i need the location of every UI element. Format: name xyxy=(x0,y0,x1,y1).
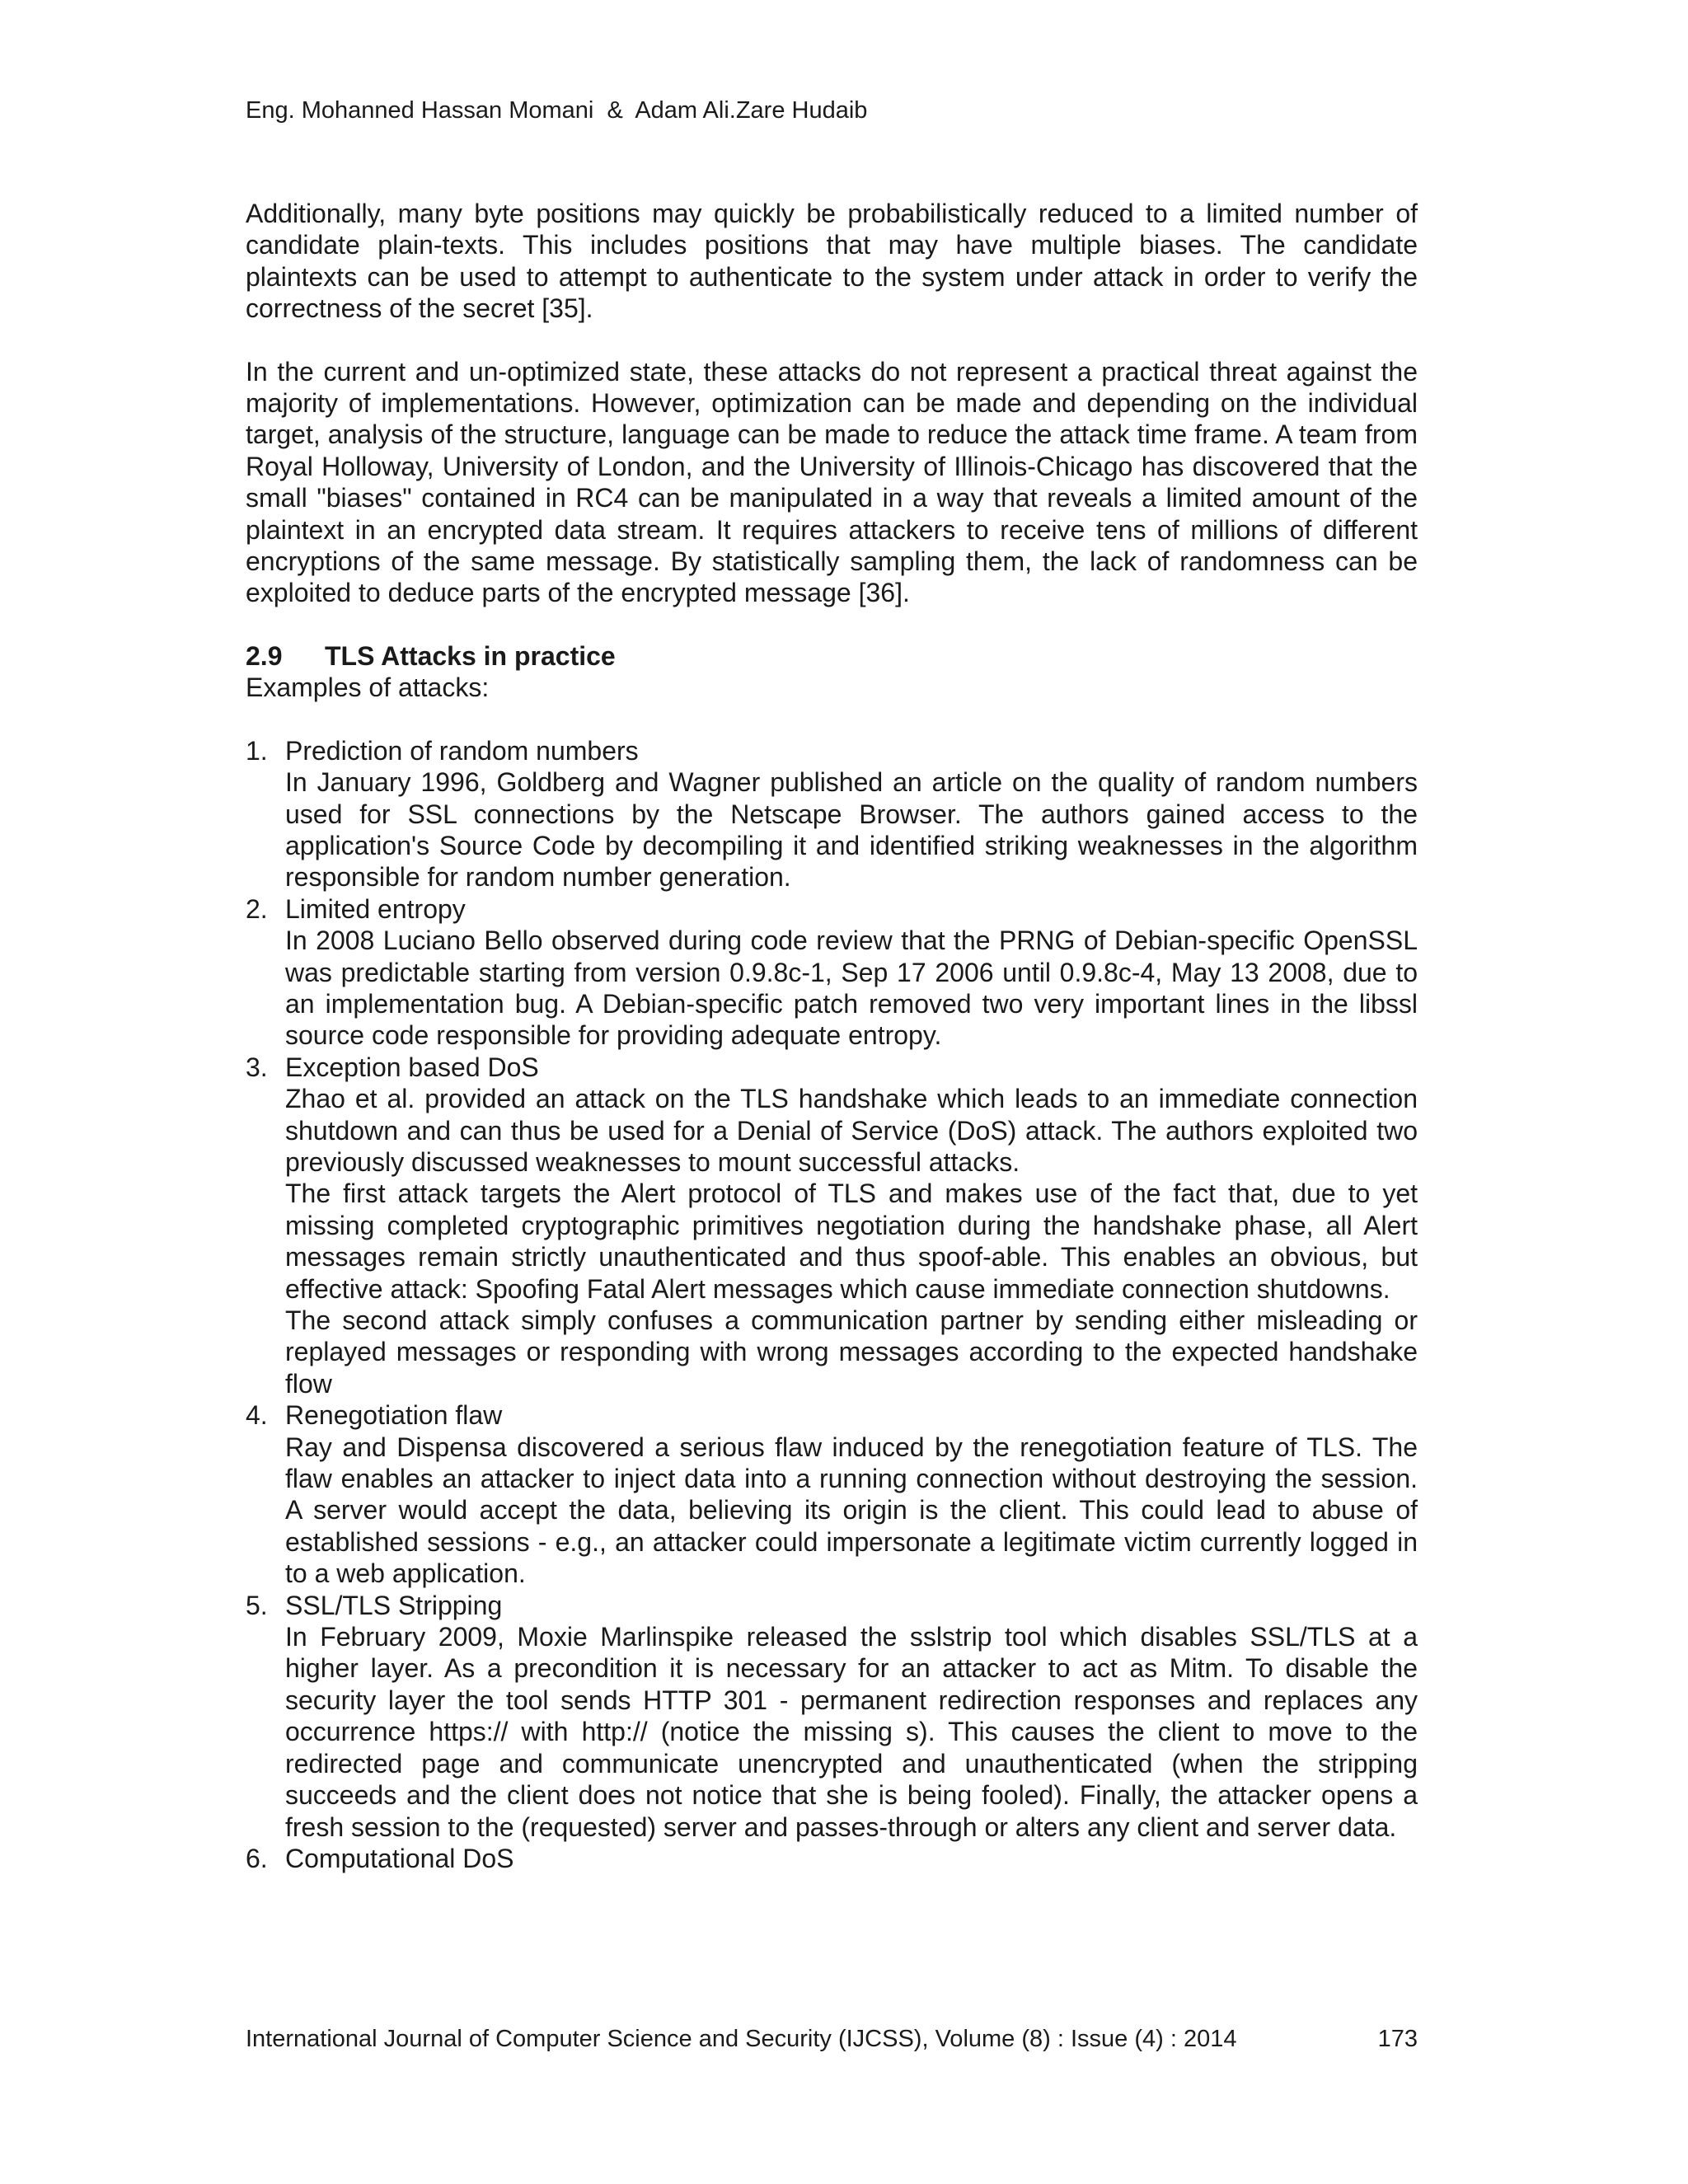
list-marker: 3. xyxy=(246,1052,268,1082)
list-item-paragraph: The second attack simply confuses a communication partner by sending either misleading or replayed messages or responding with wrong messages according to the expected handshake flow xyxy=(285,1305,1418,1399)
attack-list xyxy=(246,735,1418,1875)
page-body xyxy=(246,198,1418,1874)
list-marker: 4. xyxy=(246,1400,268,1431)
list-item xyxy=(246,1052,1418,1399)
list-marker: 6. xyxy=(246,1843,268,1873)
list-item-paragraph: In February 2009, Moxie Marlinspike released the sslstrip tool which disables SSL/TLS at a higher layer. As a precondition it is necessary for an attacker to act as Mitm. To disable the security layer the tool sends HTTP 301 - permanent redirection responses and replaces any occurrence https:// with http:// (notice the missing s). This causes the client to move to the redirected page and communicate unencrypted and unauthenticated (when the stripping succeeds and the client does not notice that she is being fooled). Finally, the attacker opens a fresh session to the (requested) server and passes-through or alters any client and server data. xyxy=(285,1622,1418,1842)
running-header-authors: Eng. Mohanned Hassan Momani & Adam Ali.Zare Hudaib xyxy=(246,97,868,124)
page-footer xyxy=(246,2024,1418,2054)
paragraph-2: In the current and un-optimized state, these attacks do not represent a practical threat against the majority of implementations. However, optimization can be made and depending on the individual target, analysis of the structure, language can be made to reduce the attack time frame. A team from Royal Holloway, University of London, and the University of Illinois-Chicago has discovered that the small "biases" contained in RC4 can be manipulated in a way that reveals a limited amount of the plaintext in an encrypted data stream. It requires attackers to receive tens of millions of different encryptions of the same message. By statistically sampling them, the lack of randomness can be exploited to deduce parts of the encrypted message [36]. xyxy=(246,356,1418,608)
section-title: TLS Attacks in practice xyxy=(325,640,616,671)
list-item-paragraph: Ray and Dispensa discovered a serious flaw induced by the renegotiation feature of TLS. The flaw enables an attacker to inject data into a running connection without destroying the session. A server would accept the data, believing its origin is the client. This could lead to abuse of established sessions - e.g., an attacker could impersonate a legitimate victim currently logged in to a web application. xyxy=(285,1432,1418,1589)
list-item-paragraph: Zhao et al. provided an attack on the TLS handshake which leads to an immediate connection shutdown and can thus be used for a Denial of Service (DoS) attack. The authors exploited two previously discussed weaknesses to mount successful attacks. xyxy=(285,1084,1418,1177)
list-marker: 2. xyxy=(246,893,268,924)
list-item-title: Renegotiation flaw xyxy=(285,1400,503,1431)
section-heading xyxy=(246,640,1418,672)
list-item-paragraph: The first attack targets the Alert protocol of TLS and makes use of the fact that, due to yet missing completed cryptographic primitives negotiation during the handshake phase, all Alert messages remain strictly unauthenticated and thus spoof-able. This enables an obvious, but effective attack: Spoofing Fatal Alert messages which cause immediate connection shutdowns. xyxy=(285,1179,1418,1304)
list-item-paragraph: In 2008 Luciano Bello observed during code review that the PRNG of Debian-specific OpenSSL was predictable starting from version 0.9.8c-1, Sep 17 2006 until 0.9.8c-4, May 13 2008, due to an implementation bug. A Debian-specific patch removed two very important lines in the libssl source code responsible for providing adequate entropy. xyxy=(285,926,1418,1051)
paragraph-1: Additionally, many byte positions may quickly be probabilistically reduced to a limited number of candidate plain-texts. This includes positions that may have multiple biases. The candidate plaintexts can be used to attempt to authenticate to the system under attack in order to verify the correctness of the secret [35]. xyxy=(246,199,1418,324)
list-marker: 5. xyxy=(246,1590,268,1620)
list-item xyxy=(246,1399,1418,1589)
list-item-paragraph: In January 1996, Goldberg and Wagner published an article on the quality of random numbers used for SSL connections by the Netscape Browser. The authors gained access to the application's Source Code by decompiling it and identified striking weaknesses in the algorithm responsible for random number generation. xyxy=(285,767,1418,893)
section-intro: Examples of attacks: xyxy=(246,673,490,703)
list-item-title: Computational DoS xyxy=(285,1843,514,1873)
list-item-title: Exception based DoS xyxy=(285,1052,539,1082)
page-number: 173 xyxy=(1377,2026,1418,2052)
list-item-title: SSL/TLS Stripping xyxy=(285,1590,503,1620)
list-item xyxy=(246,735,1418,893)
section-number: 2.9 xyxy=(246,640,283,671)
list-item xyxy=(246,1843,1418,1874)
list-item-title: Prediction of random numbers xyxy=(285,735,639,766)
list-marker: 1. xyxy=(246,735,268,766)
list-item-title: Limited entropy xyxy=(285,893,466,924)
journal-citation: International Journal of Computer Science and Security (IJCSS), Volume (8) : Issue (4) : 2014 xyxy=(246,2026,1237,2052)
list-item xyxy=(246,893,1418,1052)
list-item xyxy=(246,1590,1418,1843)
